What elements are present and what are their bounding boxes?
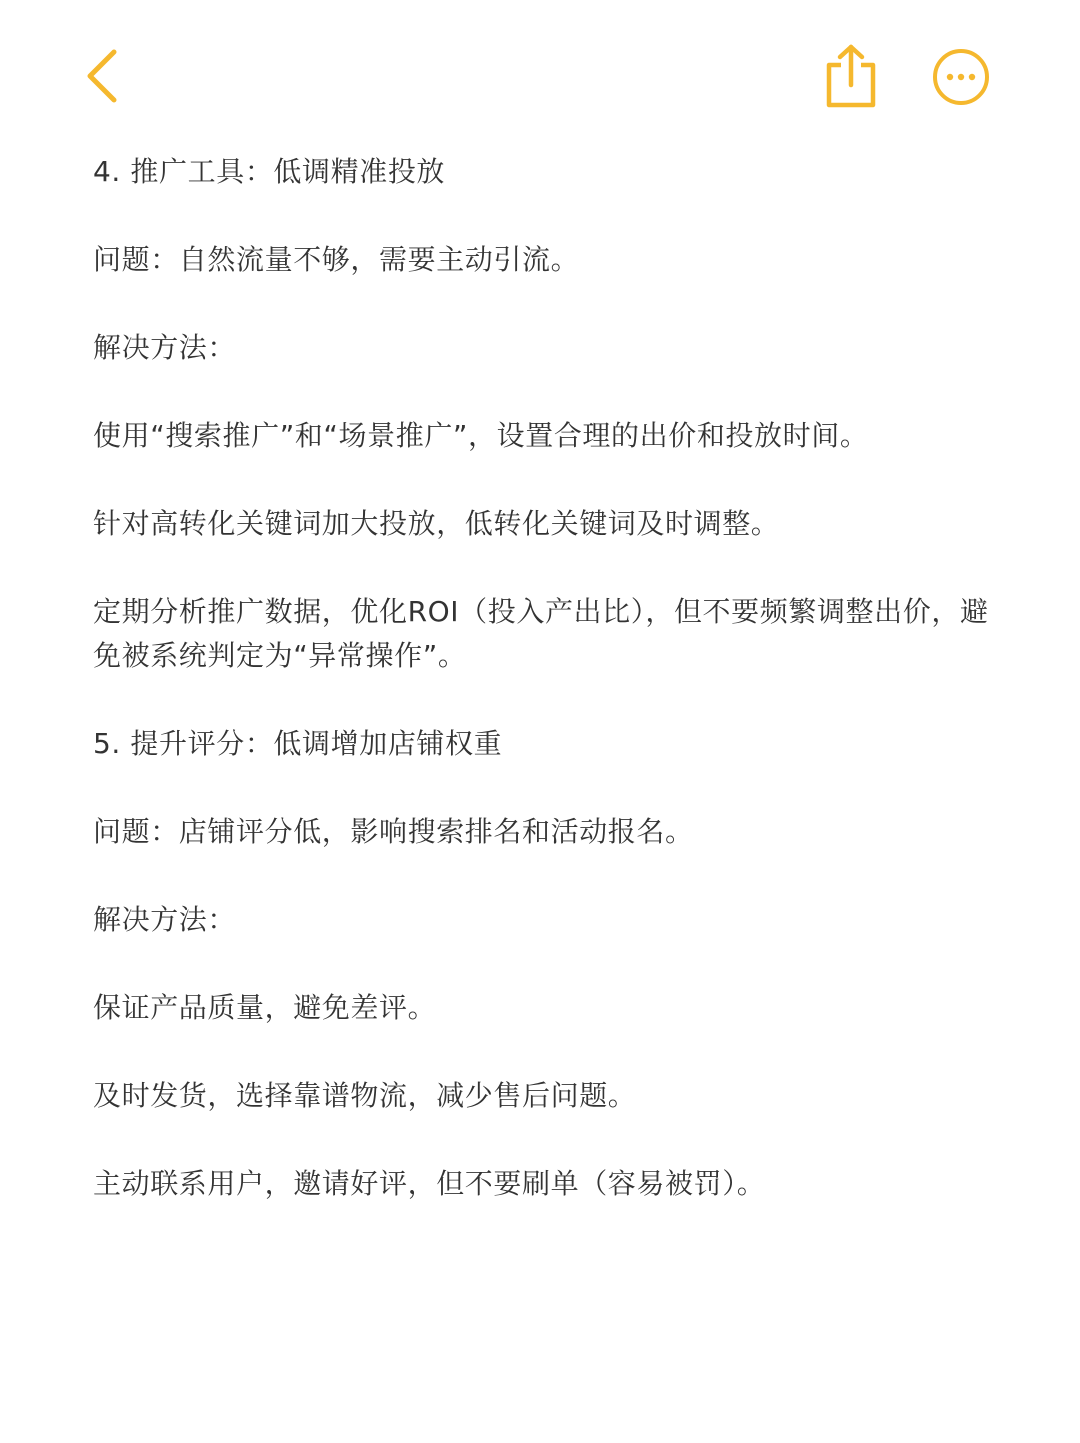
- note-paragraph: 解决方法：: [93, 903, 237, 936]
- note-paragraph: 问题：自然流量不够，需要主动引流。: [93, 243, 580, 276]
- back-button[interactable]: [72, 40, 132, 112]
- more-icon: [931, 47, 991, 107]
- note-paragraph: 解决方法：: [93, 331, 237, 364]
- note-paragraph: 主动联系用户，邀请好评，但不要刷单（容易被罚）。: [93, 1167, 766, 1200]
- note-paragraph: 问题：店铺评分低，影响搜索排名和活动报名。: [93, 815, 694, 848]
- note-paragraph: 保证产品质量，避免差评。: [93, 991, 437, 1024]
- note-paragraph: 及时发货，选择靠谱物流，减少售后问题。: [93, 1079, 637, 1112]
- note-paragraph: 使用“搜索推广”和“场景推广”，设置合理的出价和投放时间。: [93, 419, 869, 452]
- more-button[interactable]: [928, 44, 994, 110]
- chevron-left-icon: [82, 48, 122, 104]
- note-paragraph: 定期分析推广数据，优化ROI（投入产出比），但不要频繁调整出价，避免被系统判定为“异常操作”。: [93, 595, 989, 672]
- section-heading: 4. 推广工具：低调精准投放: [93, 155, 446, 188]
- top-toolbar: [0, 0, 1080, 150]
- note-paragraph: 针对高转化关键词加大投放，低转化关键词及时调整。: [93, 507, 780, 540]
- note-body[interactable]: [93, 150, 993, 1250]
- share-button[interactable]: [818, 38, 884, 114]
- share-icon: [825, 43, 877, 109]
- section-heading: 5. 提升评分：低调增加店铺权重: [93, 727, 503, 760]
